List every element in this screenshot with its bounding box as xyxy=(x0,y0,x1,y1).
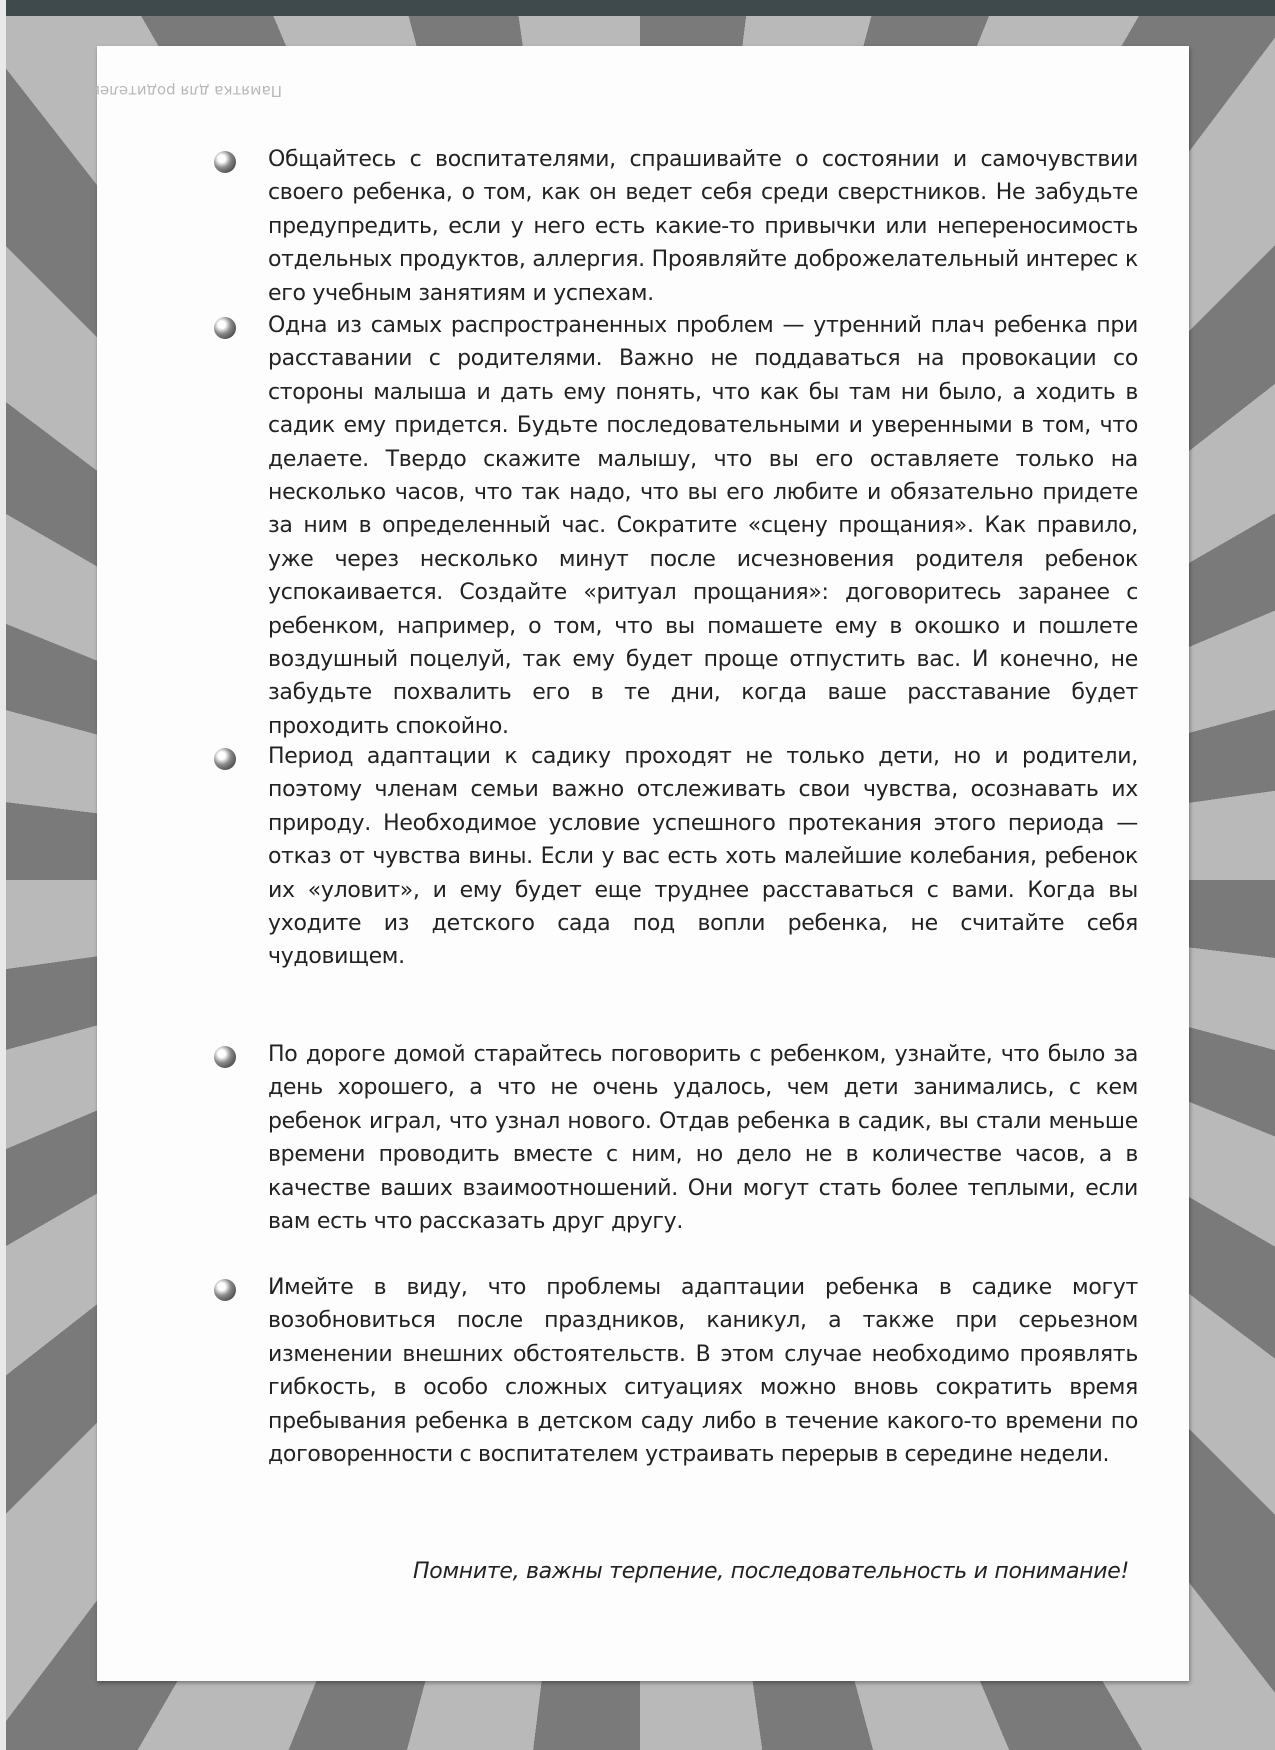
closing-note: Помните, важны терпение, последовательность и понимание! xyxy=(413,1559,1129,1584)
bullet-icon xyxy=(214,748,236,770)
document-page xyxy=(90,46,1189,1681)
paragraph-talk-home: По дороге домой старайтесь поговорить с ребенком, узнайте, что было за день хорошего, а что не очень удалось, чем дети занимались, с кем ребенок играл, что узнал нового. Отдав ребенка в садик, вы стали меньше времени проводить вместе с ним, но дело не в количестве часов, а в качестве ваших взаимоотношений. Они могут стать более теплыми, если вам есть что рассказать друг другу. xyxy=(268,1042,1138,1235)
paragraph-morning-crying: Одна из самых распространенных проблем — утренний плач ребенка при расставании с родителями. Важно не поддаваться на провокации со стороны малыша и дать ему понять, что как бы там ни было, а ходить в садик ему придется. Будьте последовательными и уверенными в том, что делаете. Твердо скажите малышу, что вы его оставляете только на несколько часов, что так надо, что вы его любите и обязательно придете за ним в определенный час. Сократите «сцену прощания». Как правило, уже через несколько минут после исчезновения родителя ребенок успокаивается. Создайте «ритуал прощания»: договоритесь заранее с ребенком, например, о том, что вы помашете ему в окошко и пошлете воздушный поцелуй, так ему будет проще отпустить вас. И конечно, не забудьте похвалить его в те дни, когда ваше расставание будет проходить спокойно. xyxy=(268,313,1138,739)
paragraph-parents-adaptation: Период адаптации к садику проходят не только дети, но и родители, поэтому членам семьи важно отслеживать свои чувства, осознавать их природу. Необходимое условие успешного протекания этого периода — отказ от чувства вины. Если у вас есть хоть малейшие колебания, ребенок их «уловит», и ему будет еще труднее расставаться с вами. Когда вы уходите из детского сада под вопли ребенка, не считайте себя чудовищем. xyxy=(268,744,1138,970)
scanner-edge-top xyxy=(0,0,1275,16)
bullet-icon xyxy=(214,1046,236,1068)
scanner-edge-left xyxy=(0,0,6,1750)
paragraph-contact-teachers: Общайтесь с воспитателями, спрашивайте о состоянии и самочувствии своего ребенка, о том, как он ведет себя среди сверстников. Не забудьте предупредить, если у него есть какие-то привычки или непереносимость отдельных продуктов, аллергия. Проявляйте доброжелательный интерес к его учебным занятиям и успехам. xyxy=(268,147,1138,306)
bullet-icon xyxy=(214,151,236,173)
running-header-mirrored: Памятка для родителей xyxy=(90,82,282,100)
paragraph-adaptation-recurrence: Имейте в виду, что проблемы адаптации ребенка в садике могут возобновиться после праздников, каникул, а также при серьезном изменении внешних обстоятельств. В этом случае необходимо проявлять гибкость, в особо сложных ситуациях можно вновь сократить время пребывания ребенка в детском саду либо в течение какого-то времени по договоренности с воспитателем устраивать перерыв в середине недели. xyxy=(268,1275,1138,1468)
bullet-icon xyxy=(214,1279,236,1301)
bullet-icon xyxy=(214,317,236,339)
